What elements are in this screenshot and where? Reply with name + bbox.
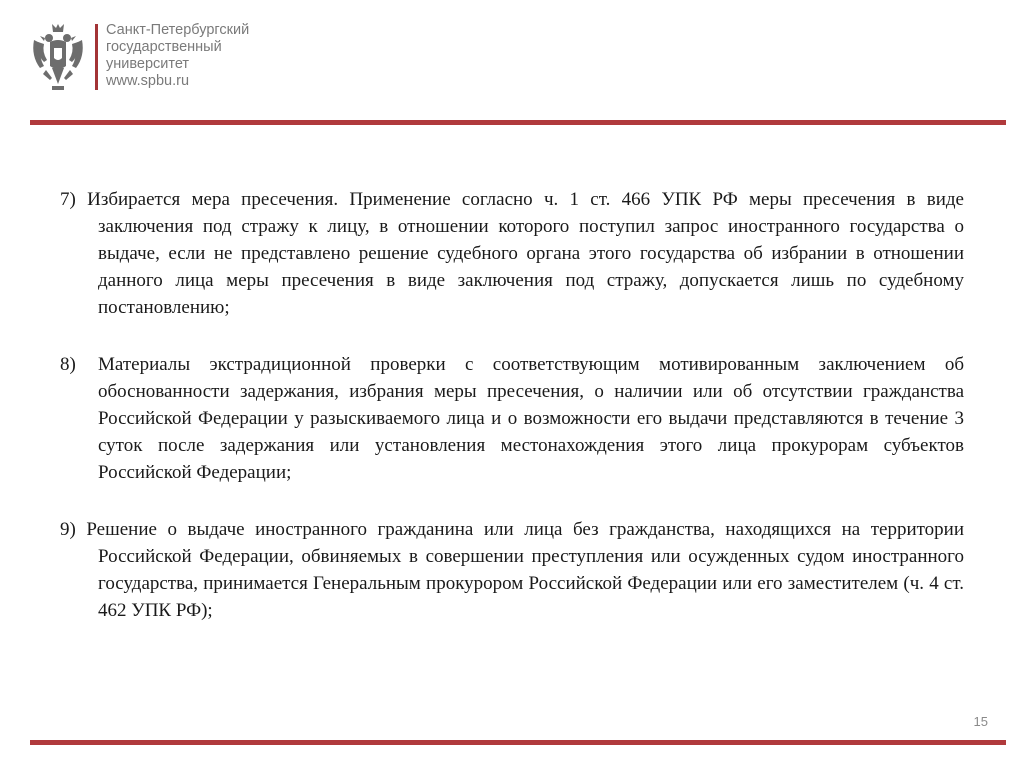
list-item-text: Материалы экстрадиционной проверки с соответствующим мотивированным заключением об обоснованности задержания, избрания меры пресечения, о наличии или об отсутствии гражданства Российской Федерации у разыскиваемого лица и о возможности его выдачи представляются в течение 3 суток после задержания или установления местонахождения этого лица прокурорам субъектов Российской Федерации; — [98, 354, 964, 483]
footer-divider-line — [30, 740, 1006, 745]
slide-body — [60, 186, 964, 654]
header-divider-line — [30, 120, 1006, 125]
logo-url: www.spbu.ru — [106, 73, 190, 89]
list-item-9 — [60, 516, 964, 624]
logo-line-3: университет — [106, 56, 190, 72]
list-item-text: Решение о выдаче иностранного гражданина или лица без гражданства, находящихся на территории Российской Федерации, обвиняемых в совершении преступления или осужденных судом иностранного государства, принимается Генеральным прокурором Российской Федерации или его заместителем (ч. 4 ст. 462 УПК РФ); — [86, 519, 965, 621]
logo-divider — [95, 24, 98, 90]
list-item-number: 7) — [60, 189, 76, 210]
list-item-number: 9) — [60, 519, 76, 540]
logo-line-2: государственный — [106, 39, 222, 55]
page-number: 15 — [973, 714, 988, 729]
logo-line-1: Санкт-Петербургский — [106, 22, 250, 38]
list-item-number: 8) — [60, 354, 76, 375]
university-logo-text — [106, 22, 249, 90]
list-item-text: Избирается мера пресечения. Применение согласно ч. 1 ст. 466 УПК РФ меры пресечения в виде заключения под стражу к лицу, в отношении которого поступил запрос иностранного государства о выдаче, если не представлено решение судебного органа этого государства об избрании в отношении данного лица меры пресечения в виде заключения под стражу, допускается лишь по судебному постановлению; — [87, 189, 964, 318]
list-item-7 — [60, 186, 964, 321]
spbu-eagle-emblem-icon — [30, 22, 86, 94]
list-item-8 — [60, 351, 964, 486]
